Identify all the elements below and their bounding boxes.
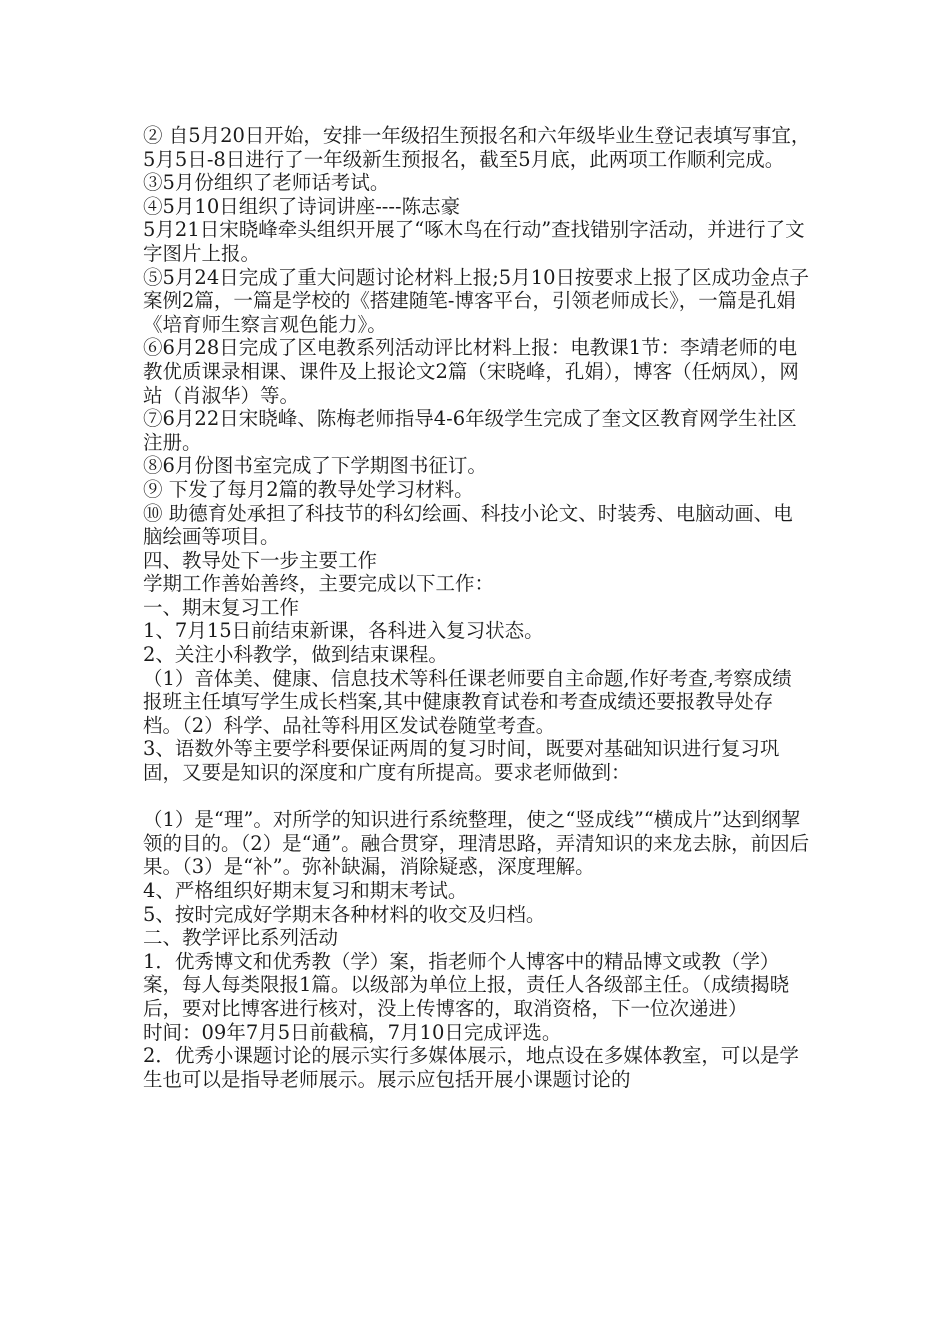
paragraph-3: ④5月10日组织了诗词讲座----陈志豪: [143, 194, 461, 218]
paragraph-2: ③5月份组织了老师话考试。: [143, 171, 390, 195]
paragraph-8: ⑧6月份图书室完成了下学期图书征订。: [143, 454, 487, 478]
paragraph-15: 2、关注小科教学，做到结束课程。: [143, 643, 448, 667]
paragraph-16: （1）音体美、健康、信息技术等科任课老师要自主命题,作好考查,考察成绩报班主任填写学生成长档案,其中健康教育试卷和考查成绩还要报教导处存档。（2）科学、品社等科用区发试卷随堂考查。: [143, 666, 792, 737]
paragraph-10: ⑩ 助德育处承担了科技节的科幻绘画、科技小论文、时装秀、电脑动画、电脑绘画等项目。: [143, 501, 793, 549]
paragraph-7: ⑦6月22日宋晓峰、陈梅老师指导4-6年级学生完成了奎文区教育网学生社区注册。: [143, 407, 797, 454]
paragraph-23: 1．优秀博文和优秀教（学）案，指老师个人博客中的精品博文或教（学）案，每人每类限报1篇。以级部为单位上报，责任人各级部主任。（成绩揭晓后，要对比博客进行核对，没上传博客的，取消资格，下一位次递进）: [143, 949, 790, 1020]
paragraph-17: 3、语数外等主要学科要保证两周的复习时间，既要对基础知识进行复习巩固，又要是知识的深度和广度有所提高。要求老师做到：: [143, 737, 780, 785]
paragraph-25: 2．优秀小课题讨论的展示实行多媒体展示，地点设在多媒体教室，可以是学生也可以是指导老师展示。展示应包括开展小课题讨论的: [143, 1044, 799, 1091]
paragraph-12: 学期工作善始善终，主要完成以下工作：: [143, 572, 495, 596]
paragraph-5: ⑤5月24日完成了重大问题讨论材料上报;5月10日按要求上报了区成功金点子案例2篇，一篇是学校的《搭建随笔-博客平台，引领老师成长》，一篇是孔娟《培育师生察言观色能力》。: [143, 265, 810, 336]
paragraph-24: 时间：09年7月5日前截稿，7月10日完成评选。: [143, 1020, 562, 1044]
paragraph-6: ⑥6月28日完成了区电教系列活动评比材料上报：电教课1节：李靖老师的电教优质课录相课、课件及上报论文2篇（宋晓峰，孔娟），博客（任炳凤），网站（肖淑华）等。: [143, 336, 799, 407]
paragraph-19: （1）是“理”。对所学的知识进行系统整理，使之“竖成线”“横成片”达到纲挈领的目的。（2）是“通”。融合贯穿，理清思路，弄清知识的来龙去脉，前因后果。（3）是“补”。弥补缺漏，消除疑惑，深度理解。: [143, 808, 810, 879]
document-body: [143, 124, 811, 1091]
blank-line: [143, 785, 811, 809]
paragraph-9: ⑨ 下发了每月2篇的教导处学习材料。: [143, 477, 474, 501]
paragraph-14: 1、7月15日前结束新课，各科进入复习状态。: [143, 619, 544, 643]
paragraph-21: 5、按时完成好学期末各种材料的收交及归档。: [143, 902, 546, 926]
section-heading-next-work: 四、教导处下一步主要工作: [143, 548, 378, 572]
paragraph-4: 5月21日宋晓峰牵头组织开展了“啄木鸟在行动”查找错别字活动，并进行了文字图片上报。: [143, 218, 805, 265]
section-heading-evaluation: 二、教学评比系列活动: [143, 926, 339, 950]
section-heading-review: 一、期末复习工作: [143, 595, 300, 619]
paragraph-20: 4、严格组织好期末复习和期末考试。: [143, 879, 468, 902]
paragraph-1: ② 自5月20日开始，安排一年级招生预报名和六年级毕业生登记表填写事宜，5月5日-8日进行了一年级新生预报名，截至5月底，此两项工作顺利完成。: [143, 124, 811, 171]
